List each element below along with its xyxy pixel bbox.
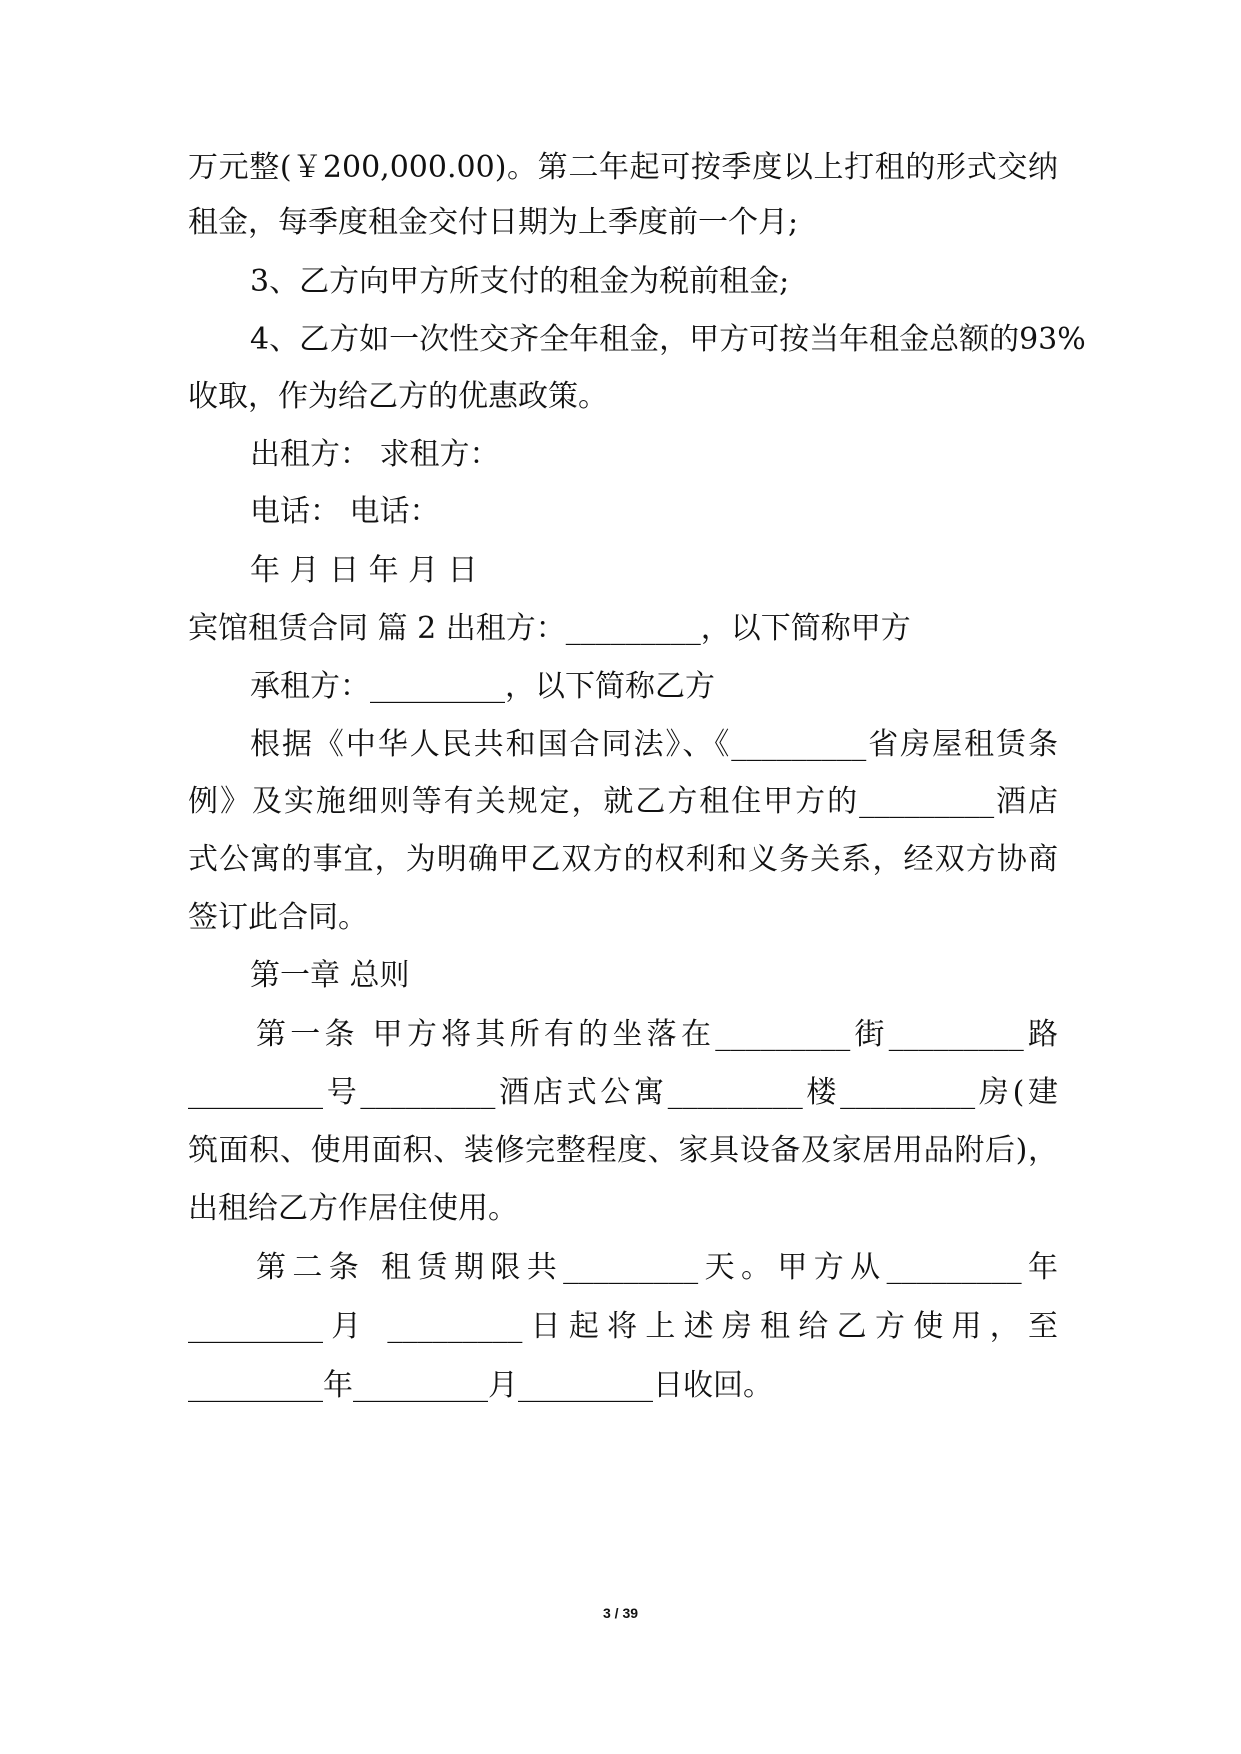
paragraph-line: _________年_________月_________日收回。	[188, 1368, 773, 1403]
paragraph-line: 签订此合同。	[188, 900, 368, 935]
paragraph-line: 筑面积、使用面积、装修完整程度、家具设备及家居用品附后)，	[188, 1133, 1058, 1168]
section-heading: 宾馆租赁合同 篇 2 出租方：_________，以下简称甲方	[188, 611, 911, 646]
paragraph-line: _________月 _________日起将上述房租给乙方使用，至	[188, 1309, 1058, 1344]
paragraph-line: 3、乙方向甲方所支付的租金为税前租金;	[250, 264, 790, 299]
page-number: 3 / 39	[602, 1605, 639, 1621]
paragraph-line: 4、乙方如一次性交齐全年租金，甲方可按当年租金总额的93%	[250, 322, 1086, 357]
chapter-heading: 第一章 总则	[250, 958, 410, 993]
paragraph-line: 租金，每季度租金交付日期为上季度前一个月;	[188, 205, 799, 240]
signature-line: 出租方： 求租方：	[250, 437, 500, 472]
paragraph-line: 承租方：_________，以下简称乙方	[250, 669, 715, 704]
paragraph-line: 第一条 甲方将其所有的坐落在_________街_________路	[256, 1017, 1058, 1052]
paragraph-line: 根据《中华人民共和国合同法》、《_________省房屋租赁条	[250, 727, 1058, 762]
date-line: 年 月 日 年 月 日	[250, 553, 478, 588]
paragraph-line: 式公寓的事宜，为明确甲乙双方的权利和义务关系，经双方协商	[188, 842, 1058, 877]
paragraph-line: 例》及实施细则等有关规定，就乙方租住甲方的_________酒店	[188, 784, 1058, 819]
paragraph-line: 出租给乙方作居住使用。	[188, 1191, 518, 1226]
paragraph-line: _________号_________酒店式公寓_________楼_________房(建	[188, 1075, 1058, 1110]
paragraph-line: 第二条 租赁期限共_________天。甲方从_________年	[256, 1250, 1058, 1285]
paragraph-line: 万元整(￥200,000.00)。第二年起可按季度以上打租的形式交纳	[188, 150, 1058, 185]
paragraph-line: 收取，作为给乙方的优惠政策。	[188, 379, 608, 414]
phone-line: 电话： 电话：	[250, 494, 440, 529]
